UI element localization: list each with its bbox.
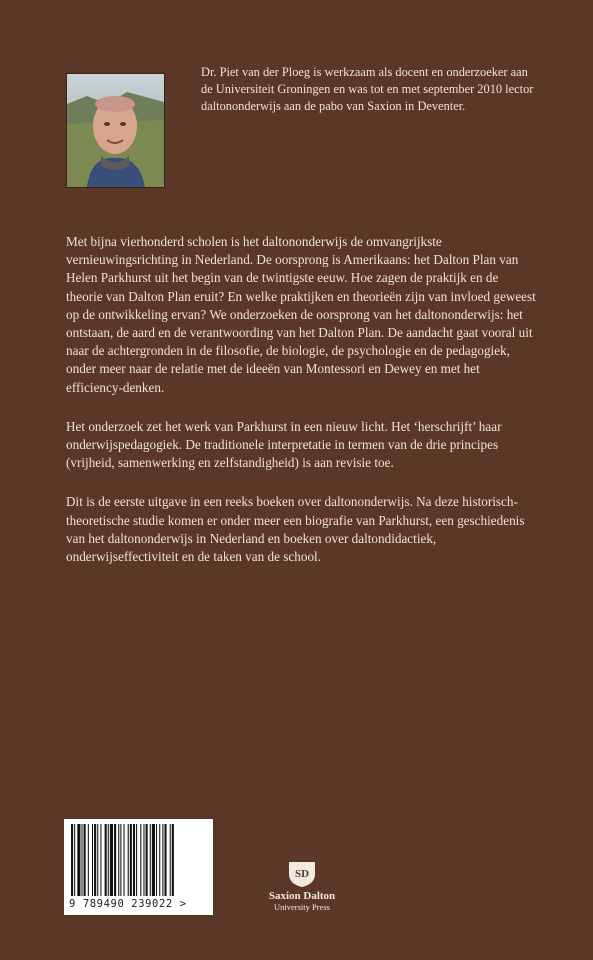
barcode-bar <box>74 824 75 896</box>
barcode-bar <box>162 824 163 896</box>
publisher-name: Saxion Dalton <box>268 890 336 902</box>
barcode-bar <box>164 824 166 896</box>
blurb-paragraph: Met bijna vierhonderd scholen is het daltononderwijs de omvangrijkste vernieuwingsrichting in Nederland. De oorsprong is Amerikaans: het Dalton Plan van Helen Parkhurst uit het begin van de twintigste eeuw. Hoe zagen de praktijk en de theorie van Dalton Plan eruit? En welke praktijken en theorieën zijn van invloed geweest op de ontwikkeling ervan? We onderzoeken de oorsprong van het daltononderwijs: het ontstaan, de aard en de verantwoording van het Dalton Plan. De aandacht gaat vooral uit naar de achtergronden in de filosofie, de biologie, de psychologie en de pedagogiek, onder meer naar de relatie met de ideeën van Montessori en Dewey en met het efficiency-denken. <box>66 234 536 395</box>
barcode-bar <box>140 824 141 896</box>
barcode-bar <box>77 824 80 896</box>
barcode-bar <box>172 824 174 896</box>
shield-icon <box>287 860 317 888</box>
barcode-bar <box>94 824 96 896</box>
barcode-bar <box>143 824 144 896</box>
barcode-bar <box>88 824 89 896</box>
publisher-logo <box>256 860 348 912</box>
barcode-bar <box>97 824 98 896</box>
barcode-bar <box>128 824 129 896</box>
barcode-bar <box>105 824 107 896</box>
barcode-bar <box>118 824 119 896</box>
blurb-paragraph: Dit is de eerste uitgave in een reeks boeken over daltononderwijs. Na deze historisch-theoretische studie komen er onder meer een biografie van Parkhurst, een geschiedenis van het daltononderwijs in Nederland en boeken over daltondidactiek, onderwijseffectiviteit en de taken van de school. <box>66 494 525 565</box>
barcode-bar <box>108 824 109 896</box>
barcode-bar <box>84 824 86 896</box>
publisher-monogram: SD <box>294 868 310 880</box>
barcode-bar <box>92 824 93 896</box>
barcode-bar <box>159 824 160 896</box>
barcode-bar <box>133 824 135 896</box>
barcode-bar <box>152 824 155 896</box>
barcode-bar <box>150 824 151 896</box>
publisher-subtitle: University Press <box>274 902 330 912</box>
blurb-paragraph: Het onderzoek zet het werk van Parkhurst in een nieuw licht. Het ‘herschrijft’ haar onderwijspedagogiek. De traditionele interpretatie in termen van de drie principes (vrijheid, samenwerking en zelfstandigheid) is aan revisie toe. <box>66 418 502 471</box>
barcode-bar <box>120 824 121 896</box>
author-photo <box>66 73 165 188</box>
author-bio: Dr. Piet van der Ploeg is werkzaam als docent en onderzoeker aan de Universiteit Groningen en was tot en met september 2010 lector daltononderwijs aan de pabo van Saxion in Deventer. <box>201 65 534 113</box>
barcode-bar <box>82 824 83 896</box>
isbn-barcode <box>64 819 213 915</box>
isbn-digits: 9 789490 239022 > <box>69 898 187 910</box>
barcode-bar <box>156 824 157 896</box>
barcode-bar <box>114 824 116 896</box>
barcode-bar <box>100 824 101 896</box>
barcode-bar <box>146 824 148 896</box>
blurb <box>66 233 536 587</box>
barcode-bar <box>136 824 137 896</box>
barcode-bar <box>170 824 171 896</box>
barcode-bar <box>130 824 132 896</box>
barcode-bar <box>124 824 125 896</box>
barcode-bar <box>110 824 113 896</box>
barcode-bars <box>65 820 212 900</box>
barcode-bar <box>71 824 73 896</box>
